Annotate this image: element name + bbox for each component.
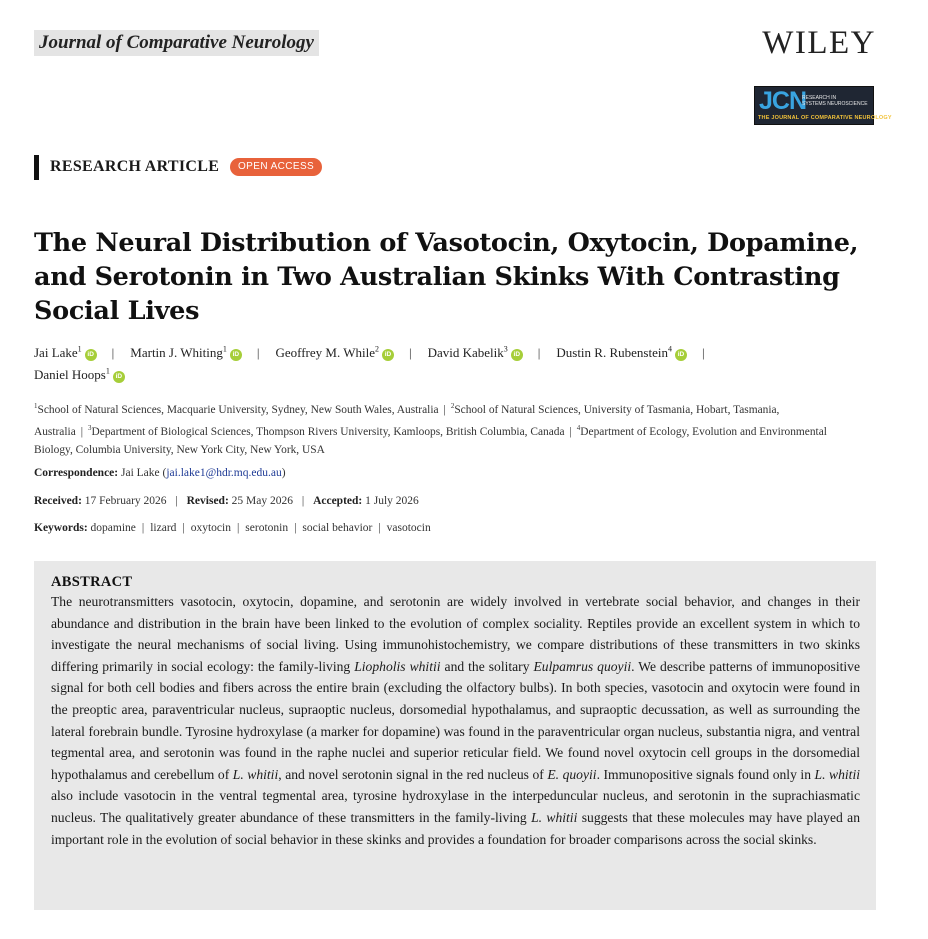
affiliation <box>88 423 565 438</box>
species-name: L. whitii <box>531 809 578 825</box>
keyword[interactable]: dopamine <box>90 522 136 534</box>
author-list <box>34 341 894 384</box>
keywords <box>34 520 431 536</box>
affiliation-separator: | <box>443 403 446 416</box>
author-affiliation-number: 4 <box>667 345 672 354</box>
jcn-logo-abbrev: JCN <box>759 87 807 115</box>
abstract-segment: suggests that these molecules may have played an important role in the evolution of social behavior in these skinks and provides a foundation for broader comparisons across the social skinks. <box>51 809 860 847</box>
keyword[interactable]: serotonin <box>245 522 289 534</box>
keyword[interactable]: social behavior <box>302 522 373 534</box>
author-affiliation-number: 1 <box>105 366 110 376</box>
abstract-text <box>51 591 860 850</box>
orcid-icon[interactable]: iD <box>85 349 97 361</box>
keyword[interactable]: oxytocin <box>190 522 231 534</box>
author-name[interactable]: Jai Lake <box>34 345 78 361</box>
orcid-icon[interactable]: iD <box>675 349 687 361</box>
affiliation-text: School of Natural Sciences, University of Tasmania, Hobart, Tasmania, Australia <box>34 403 780 438</box>
keyword-separator: | <box>141 522 145 534</box>
jcn-journal-logo[interactable] <box>754 86 892 125</box>
date-separator: | <box>301 495 305 507</box>
article-type-label: RESEARCH ARTICLE <box>50 158 220 175</box>
author-affiliation-number: 2 <box>374 345 379 354</box>
open-access-badge: OPEN ACCESS <box>230 158 322 176</box>
author-affiliation-number: 1 <box>77 345 82 354</box>
jcn-logo-line2: SYSTEMS NEUROSCIENCE <box>802 101 868 107</box>
keyword-list <box>91 522 431 534</box>
affiliation-number: 2 <box>450 402 455 410</box>
species-name: E. quoyii <box>547 766 597 782</box>
author <box>34 367 125 382</box>
orcid-icon[interactable]: iD <box>230 349 242 361</box>
revised-date: 25 May 2026 <box>231 495 293 507</box>
affiliations <box>34 397 864 459</box>
accepted-label: Accepted: <box>313 495 363 507</box>
author-separator: | <box>701 345 705 361</box>
date-separator: | <box>175 495 178 507</box>
affiliation-number: 1 <box>34 402 38 410</box>
jcn-logo-line1: RESEARCH IN <box>802 95 837 101</box>
correspondence-label: Correspondence: <box>34 467 119 479</box>
orcid-icon[interactable]: iD <box>511 349 523 361</box>
keyword-separator: | <box>294 522 297 534</box>
author-separator: | <box>256 345 260 361</box>
accepted-date: 1 July 2026 <box>365 495 419 507</box>
author-name[interactable]: Dustin R. Rubenstein <box>556 345 668 361</box>
abstract-segment: . Immunopositive signals found only in <box>596 766 815 782</box>
species-name: Liopholis whitii <box>354 658 441 674</box>
abstract-segment: . We describe patterns of immunopositive signal for both cell bodies and fibers across the entire brain (excluding the olfactory bulbs). In both species, vasotocin and oxytocin were found in the preoptic area, paraventricular nucleus, supraoptic nucleus, dorsomedial hypothalamus, and supraoptic decussation, as well as surrounding the lateral forebrain bundle. Tyrosine hydroxylase (a marker for dopamine) was found in the paraventricular organ nucleus, substantia nigra, and ventral tegmental area, and serotonin was found in the raphe nuclei and superior reticular field. We found novel oxytocin cell groups in the dorsomedial hypothalamus and cerebellum of <box>51 658 860 782</box>
correspondence: Correspondence: Jai Lake (jai.lake1@hdr.mq.edu.au) <box>34 467 286 479</box>
author <box>556 345 687 360</box>
article-dates <box>34 493 419 509</box>
keywords-label: Keywords: <box>34 522 88 534</box>
species-name: Eulpamrus quoyii <box>533 658 632 674</box>
jcn-logo-bottom: THE JOURNAL OF COMPARATIVE NEUROLOGY <box>758 115 892 121</box>
keyword[interactable]: vasotocin <box>386 522 431 534</box>
author-separator: | <box>408 345 412 361</box>
abstract-heading: ABSTRACT <box>51 574 133 590</box>
author-affiliation-number: 3 <box>503 345 508 354</box>
orcid-icon[interactable]: iD <box>113 371 125 383</box>
affiliation-number: 4 <box>576 423 581 432</box>
author <box>428 345 523 360</box>
author-name[interactable]: David Kabelik <box>427 345 504 361</box>
abstract-segment: , and novel serotonin signal in the red nucleus of <box>278 766 548 782</box>
abstract-segment: The neurotransmitters vasotocin, oxytocin, dopamine, and serotonin are widely involved in vertebrate social behavior, and changes in their abundance and distribution in the brain have been linked to the evolution of complex sociality. Reptiles provide an excellent system in which to investigate the neural mechanisms of social living. Using immunohistochemistry, we compare distributions of these transmitters in two skinks differing primarily in social ecology: the family-living <box>51 594 860 674</box>
author-separator: | <box>537 345 541 361</box>
received-date: 17 February 2026 <box>84 495 167 507</box>
affiliation-separator: | <box>80 425 84 438</box>
author <box>34 345 97 360</box>
keyword-separator: | <box>236 522 240 534</box>
received-label: Received: <box>34 495 82 507</box>
publisher-logo[interactable]: WILEY <box>762 25 876 61</box>
correspondence-email-link[interactable]: jai.lake1@hdr.mq.edu.au <box>166 467 282 479</box>
article-title: The Neural Distribution of Vasotocin, Oxytocin, Dopamine, and Serotonin in Two Australian Skinks With Contrasting Social Lives <box>34 228 859 326</box>
affiliation-text: Department of Ecology, Evolution and Environmental Biology, Columbia University, New York City, New York, USA <box>34 425 827 456</box>
author-affiliation-number: 1 <box>222 345 227 354</box>
author-name[interactable]: Martin J. Whiting <box>130 345 223 361</box>
affiliation-text: Department of Biological Sciences, Thompson Rivers University, Kamloops, British Columbia, Canada <box>91 425 565 438</box>
article-type-bar <box>34 155 39 180</box>
author <box>130 345 242 360</box>
keyword-separator: | <box>378 522 381 534</box>
affiliation <box>34 404 439 416</box>
author-name[interactable]: Geoffrey M. While <box>275 345 375 361</box>
abstract-segment: also include vasotocin in the ventral tegmental area, tyrosine hydroxylase in the interpeduncular nucleus, and serotonin in the suprachiasmatic nucleus. The qualitatively greater abundance of these transmitters in the family-living <box>51 788 860 825</box>
author-separator: | <box>111 345 115 361</box>
revised-label: Revised: <box>186 495 229 507</box>
author-name[interactable]: Daniel Hoops <box>34 366 106 382</box>
affiliation-text: School of Natural Sciences, Macquarie University, Sydney, New South Wales, Australia <box>37 403 439 416</box>
journal-name[interactable]: Journal of Comparative Neurology <box>34 30 319 56</box>
species-name: L. whitii <box>814 766 861 782</box>
correspondence-name: Jai Lake <box>121 467 160 479</box>
author <box>275 345 394 360</box>
abstract-box <box>34 561 876 910</box>
keyword[interactable]: lizard <box>150 522 177 534</box>
abstract-segment: and the solitary <box>440 658 534 674</box>
affiliation-separator: | <box>569 425 572 438</box>
species-name: L. whitii <box>232 766 279 782</box>
keyword-separator: | <box>182 522 185 534</box>
orcid-icon[interactable]: iD <box>382 349 394 361</box>
affiliation-number: 3 <box>88 423 92 432</box>
